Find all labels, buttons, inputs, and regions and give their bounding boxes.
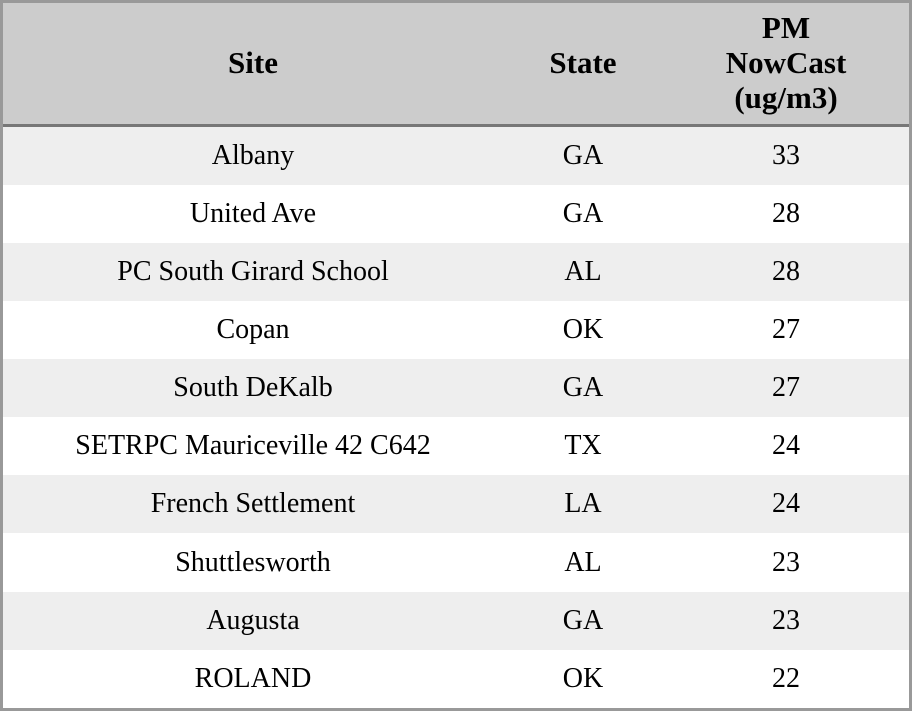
column-header-pm-nowcast	[663, 3, 909, 125]
column-header-site	[3, 3, 503, 125]
cell-value: 23	[663, 592, 909, 650]
column-header-pm-nowcast-line-1: PM	[761, 10, 811, 46]
cell-state: GA	[503, 125, 663, 185]
cell-site: Shuttlesworth	[3, 533, 503, 591]
table-row	[3, 650, 909, 708]
cell-state: GA	[503, 185, 663, 243]
cell-value: 23	[663, 533, 909, 591]
column-header-state-label: State	[549, 44, 617, 80]
cell-value: 33	[663, 125, 909, 185]
cell-state: LA	[503, 475, 663, 533]
cell-site: Augusta	[3, 592, 503, 650]
cell-state: GA	[503, 359, 663, 417]
cell-site: ROLAND	[3, 650, 503, 708]
cell-site: South DeKalb	[3, 359, 503, 417]
table-row	[3, 417, 909, 475]
cell-state: OK	[503, 301, 663, 359]
cell-site: French Settlement	[3, 475, 503, 533]
table-row	[3, 475, 909, 533]
column-header-site-label: Site	[228, 44, 278, 80]
cell-value: 22	[663, 650, 909, 708]
table-row	[3, 243, 909, 301]
table-header-row	[3, 3, 909, 125]
table-header	[3, 3, 909, 125]
cell-value: 24	[663, 417, 909, 475]
cell-state: OK	[503, 650, 663, 708]
column-header-pm-nowcast-line-2: NowCast	[725, 44, 847, 80]
column-header-state	[503, 3, 663, 125]
cell-site: Copan	[3, 301, 503, 359]
table-row	[3, 125, 909, 185]
cell-site: Albany	[3, 125, 503, 185]
cell-state: TX	[503, 417, 663, 475]
table-row	[3, 533, 909, 591]
cell-value: 27	[663, 359, 909, 417]
cell-site: SETRPC Mauriceville 42 C642	[3, 417, 503, 475]
cell-state: AL	[503, 533, 663, 591]
cell-state: GA	[503, 592, 663, 650]
air-quality-table	[3, 3, 909, 708]
table-row	[3, 359, 909, 417]
cell-site: PC South Girard School	[3, 243, 503, 301]
cell-site: United Ave	[3, 185, 503, 243]
column-header-pm-nowcast-line-3: (ug/m3)	[734, 79, 838, 115]
cell-value: 28	[663, 243, 909, 301]
table-row	[3, 185, 909, 243]
table-body	[3, 125, 909, 708]
table-row	[3, 592, 909, 650]
cell-value: 24	[663, 475, 909, 533]
cell-value: 27	[663, 301, 909, 359]
cell-value: 28	[663, 185, 909, 243]
cell-state: AL	[503, 243, 663, 301]
table-row	[3, 301, 909, 359]
